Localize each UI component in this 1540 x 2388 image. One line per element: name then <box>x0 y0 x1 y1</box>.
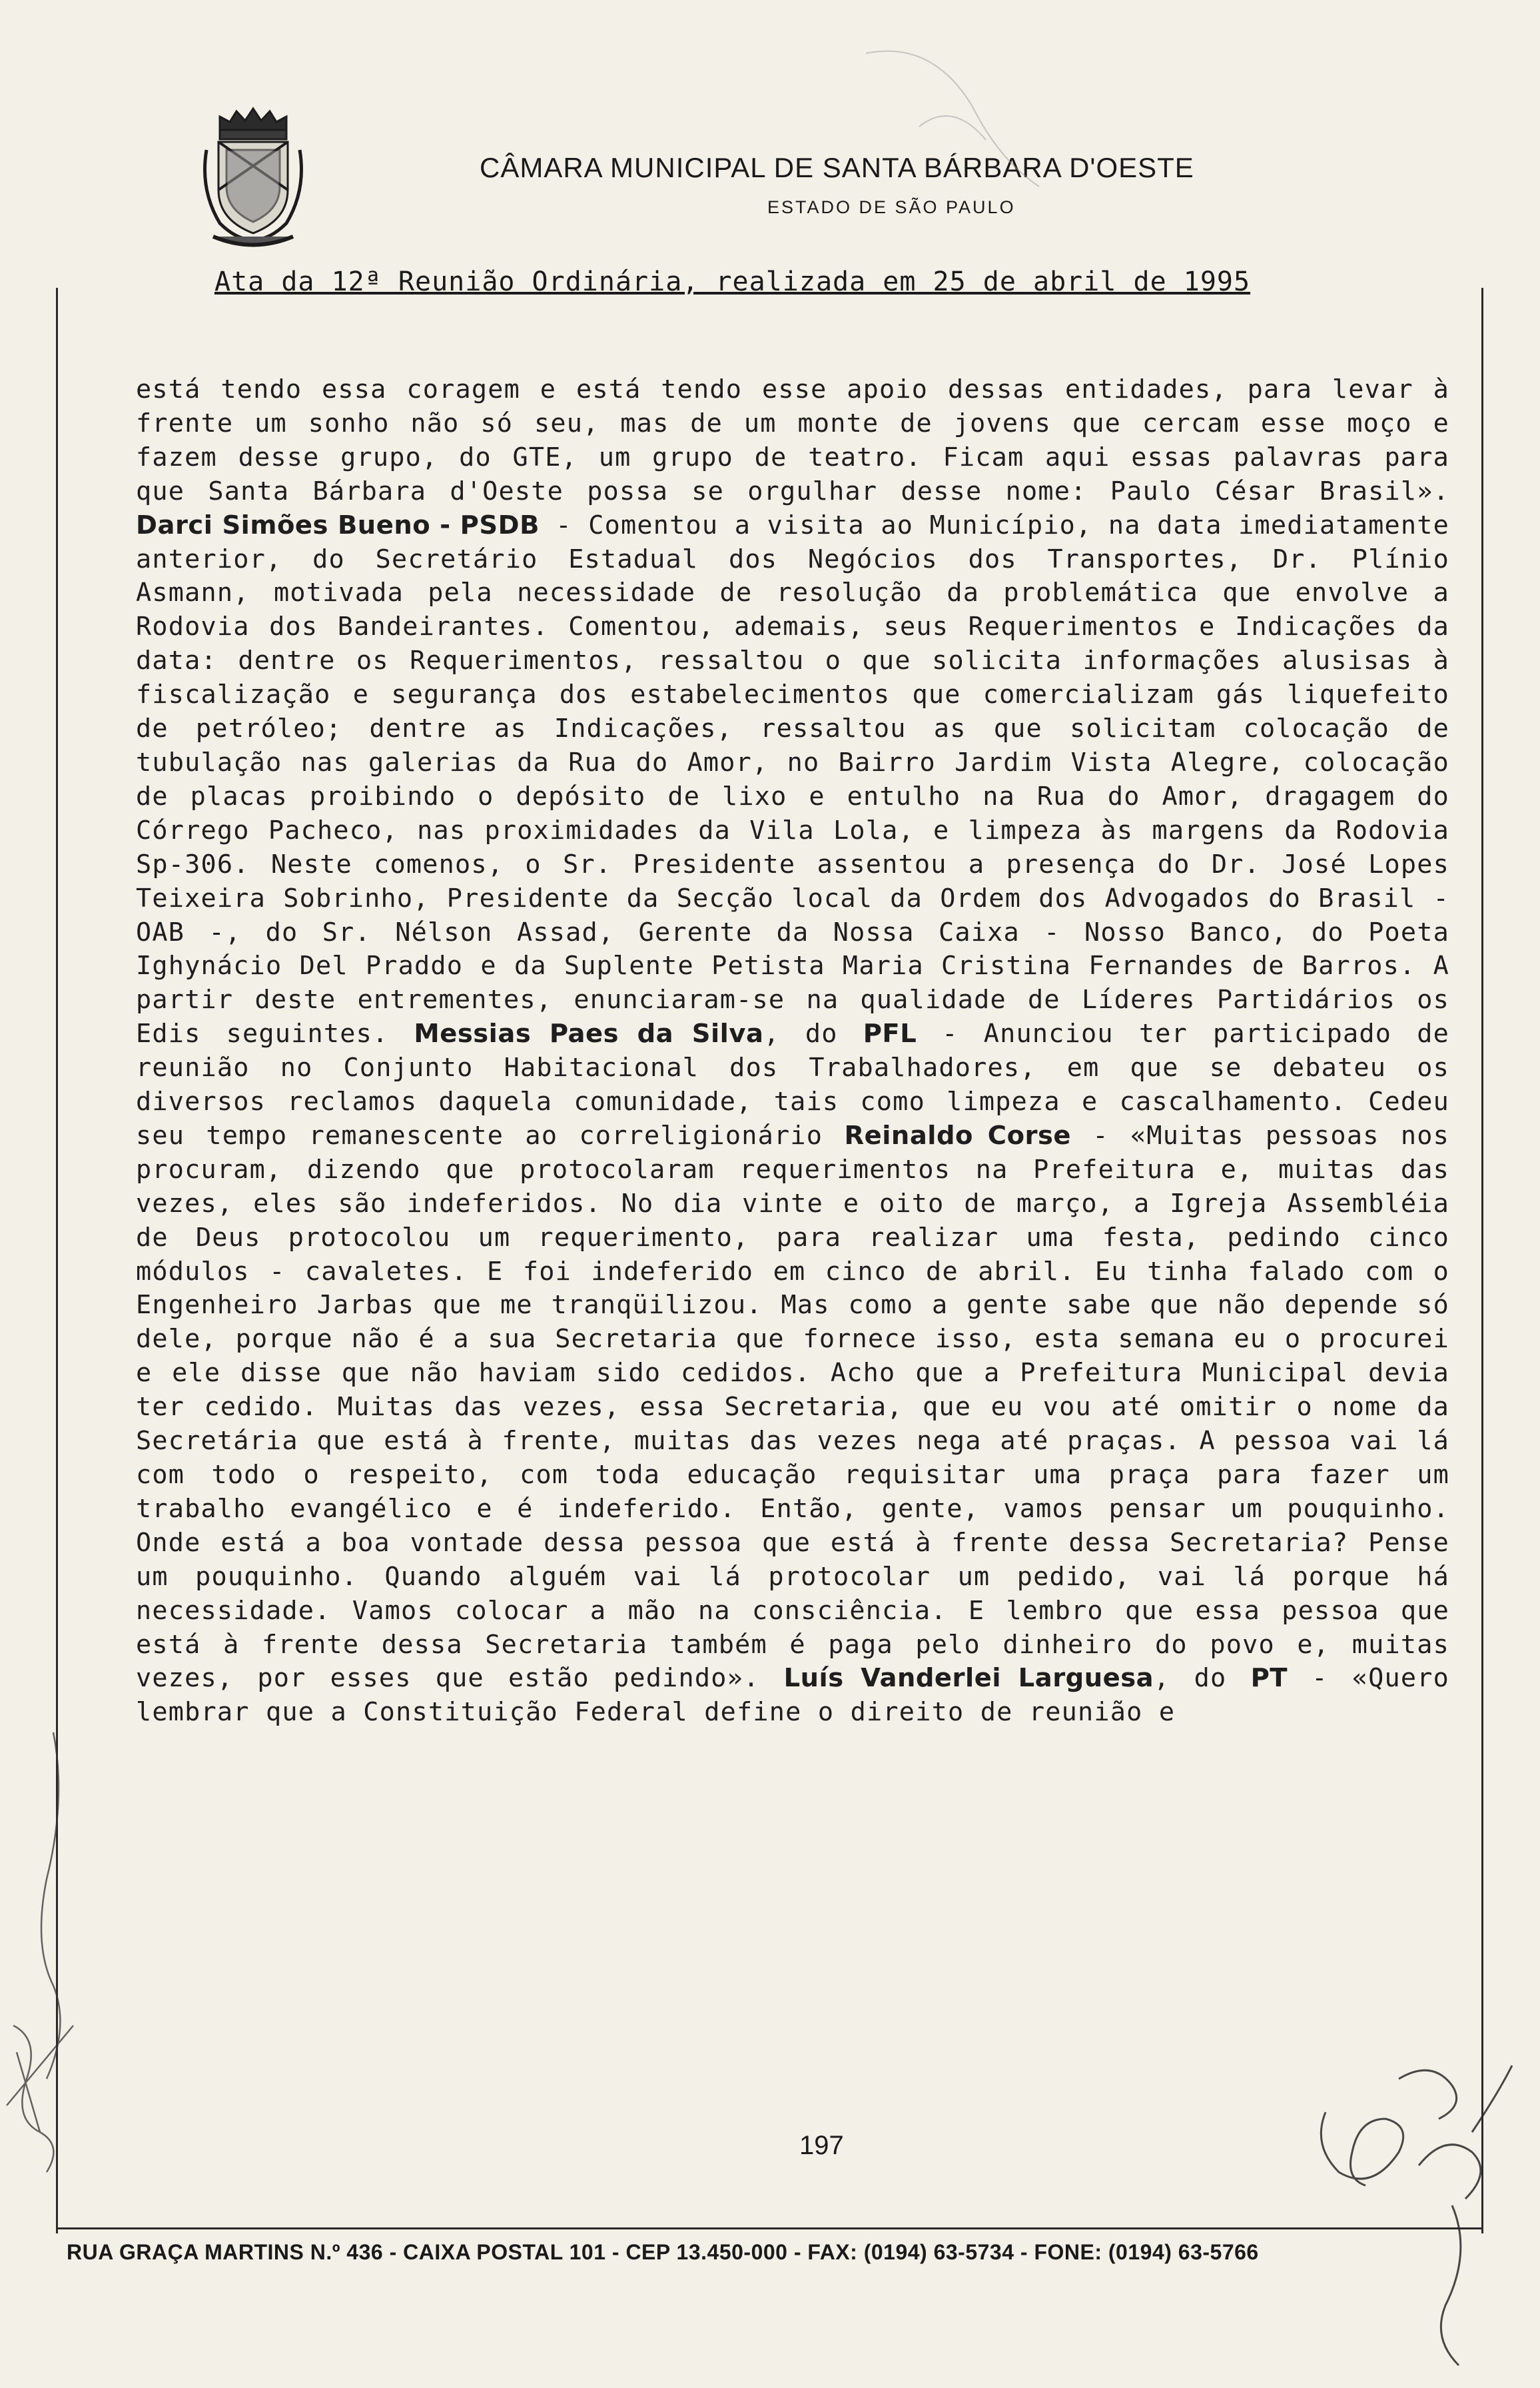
body-text-segment: , do <box>1154 1663 1251 1694</box>
page-number: 197 <box>799 2131 844 2160</box>
state-name: ESTADO DE SÃO PAULO <box>767 197 1016 217</box>
institution-name: CÂMARA MUNICIPAL DE SANTA BÁRBARA D'OESTE <box>480 152 1194 183</box>
party-name: PT <box>1250 1663 1288 1694</box>
margin-signature-icon <box>0 1706 80 2185</box>
body-text-segment: - «Quero lembrar que a Constituição Federal define o direito de reunião e <box>136 1663 1449 1728</box>
body-text-segment: - Anunciou ter participado de reunião no Conjunto Habitacional dos Trabalhadores, em que se debateu os diversos reclamos daquela comunidade, tais como limpeza e cascalhamento. Cedeu seu tempo remanescente ao correligionário <box>136 1019 1449 1151</box>
body-text-segment: , do <box>763 1019 863 1049</box>
faint-signature-icon <box>853 27 1052 200</box>
coat-of-arms-icon <box>200 103 306 250</box>
minute-paragraph <box>136 373 1449 1730</box>
footer-address: RUA GRAÇA MARTINS N.º 436 - CAIXA POSTAL 101 - CEP 13.450-000 - FAX: (0194) 63-5734 - FONE: (0194) 63-5766 <box>67 2240 1259 2264</box>
right-margin-rule <box>1481 288 1483 2233</box>
minute-title: Ata da 12ª Reunião Ordinária, realizada em 25 de abril de 1995 <box>214 267 1251 297</box>
speaker-name: Messias Paes da Silva <box>414 1019 764 1049</box>
footer-rule <box>56 2227 1483 2229</box>
body-text-segment: está tendo essa coragem e está tendo esse apoio dessas entidades, para levar à frente um sonho não só seu, mas de um monte de jovens que cercam esse moço e fazem desse grupo, do GTE, um grupo de teatro. Ficam aqui essas palavras para que Santa Bárbara d'Oeste possa se orgulhar desse nome: Paulo César Brasil». <box>136 374 1449 506</box>
speaker-name: Luís Vanderlei Larguesa <box>783 1663 1154 1694</box>
speaker-name: Reinaldo Corse <box>844 1120 1072 1151</box>
body-text-segment: - Comentou a visita ao Município, na data imediatamente anterior, do Secretário Estadual dos Negócios dos Transportes, Dr. Plínio Asmann, motivada pela necessidade de resolução da problemática que envolve a Rodovia dos Bandeirantes. Comentou, ademais, seus Requerimentos e Indicações da data: dentre os Requerimentos, ressaltou o que solicita informações alusisas à fiscalização e segurança dos estabelecimentos que comercializam gás liquefeito de petróleo; dentre as Indicações, ressaltou as que solicitam colocação de tubulação nas galerias da Rua do Amor, no Bairro Jardim Vista Alegre, colocação de placas proibindo o depósito de lixo e entulho na Rua do Amor, dragagem do Córrego Pacheco, nas proximidades da Vila Lola, e limpeza às margens da Rodovia Sp-306. Neste comenos, o Sr. Presidente assentou a presença do Dr. José Lopes Teixeira Sobrinho, Presidente da Secção local da Ordem dos Advogados do Brasil - OAB -, do Sr. Nélson Assad, Gerente da Nossa Caixa - Nosso Banco, do Poeta Ighynácio Del Praddo e da Suplente Petista Maria Cristina Fernandes de Barros. A partir deste entrementes, enunciaram-se na qualidade de Líderes Partidários os Edis seguintes. <box>136 510 1449 1049</box>
speaker-name: Darci Simões Bueno - PSDB <box>136 510 540 540</box>
party-name: PFL <box>863 1019 917 1049</box>
body-text-segment: - «Muitas pessoas nos procuram, dizendo que protocolaram requerimentos na Prefeitura e, muitas das vezes, eles são indeferidos. No dia vinte e oito de março, a Igreja Assembléia de Deus protocolou um requerimento, para realizar uma festa, pedindo cinco módulos - cavaletes. E foi indeferido em cinco de abril. Eu tinha falado com o Engenheiro Jarbas que me tranqüilizou. Mas como a gente sabe que não depende só dele, porque não é a sua Secretaria que fornece isso, esta semana eu o procurei e ele disse que não haviam sido cedidos. Acho que a Prefeitura Municipal devia ter cedido. Muitas das vezes, essa Secretaria, que eu vou até omitir o nome da Secretária que está à frente, muitas das vezes nega até praças. A pessoa vai lá com todo o respeito, com toda educação requisitar uma praça para fazer um trabalho evangélico e é indeferido. Então, gente, vamos pensar um pouquinho. Onde está a boa vontade dessa pessoa que está à frente dessa Secretaria? Pense um pouquinho. Quando alguém vai lá protocolar um pedido, vai lá porque há necessidade. Vamos colocar a mão na consciência. E lembro que essa pessoa que está à frente dessa Secretaria também é paga pelo dinheiro do povo e, muitas vezes, por esses que estão pedindo». <box>136 1120 1449 1694</box>
signature-cluster-icon <box>1299 2052 1519 2385</box>
minute-body <box>136 373 1449 1730</box>
